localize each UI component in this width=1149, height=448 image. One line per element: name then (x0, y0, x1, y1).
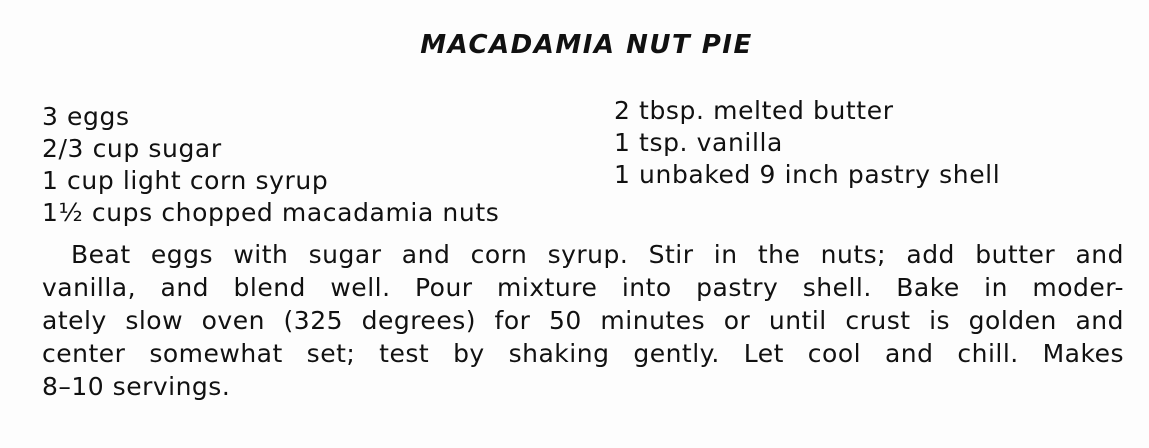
ingredient-item: 1 tsp. vanilla (614, 128, 783, 157)
recipe-title: MACADAMIA NUT PIE (420, 30, 753, 60)
method-line: ately slow oven (325 degrees) for 50 minutes or until crust is golden and (42, 306, 1124, 335)
ingredients-list-left (42, 101, 499, 229)
ingredient-item: 1 unbaked 9 inch pastry shell (614, 160, 1001, 189)
ingredient-item: 3 eggs (42, 102, 130, 131)
ingredient-item: 2 tbsp. melted butter (614, 96, 894, 125)
ingredient-item: 1 cup light corn syrup (42, 166, 329, 195)
ingredient-item: 1½ cups chopped macadamia nuts (42, 198, 500, 227)
method-line: center somewhat set; test by shaking gently. Let cool and chill. Makes (42, 339, 1124, 368)
ingredients-list-right (614, 95, 1000, 191)
recipe-method (42, 238, 1124, 403)
method-line: 8–10 servings. (42, 372, 231, 401)
ingredient-item: 2/3 cup sugar (42, 134, 222, 163)
method-line: vanilla, and blend well. Pour mixture into pastry shell. Bake in moder- (42, 273, 1124, 302)
method-line: Beat eggs with sugar and corn syrup. Stir in the nuts; add butter and (71, 240, 1124, 269)
